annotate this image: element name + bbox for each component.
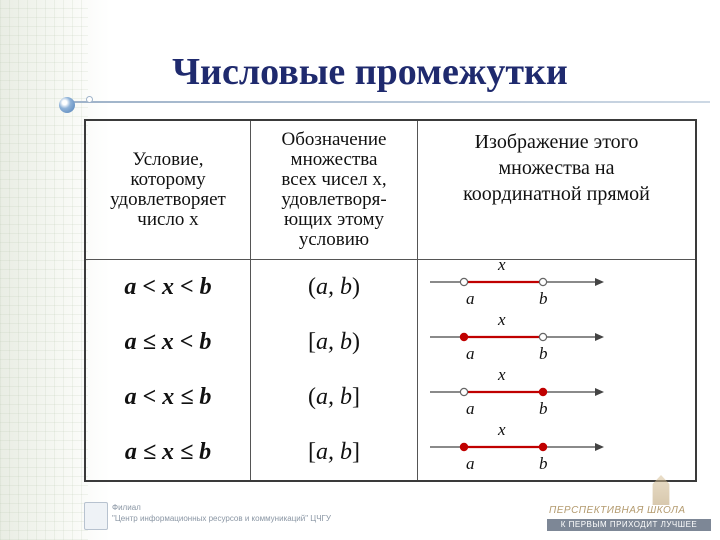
axis-label-b: b [539,399,548,418]
axis-arrowhead-icon [595,278,604,286]
table-row [85,315,696,370]
axis-label-b: b [539,344,548,363]
notation-cell [251,425,418,481]
notation-open: ( [308,384,316,410]
header-notation-line: удовлетворя- [281,189,387,210]
axis-label-a: a [466,289,475,308]
header-image-line: координатной прямой [463,183,650,205]
notation-inner: a, b [316,384,352,410]
header-image [418,120,697,260]
number-line-cell [418,315,697,370]
header-condition-line: число x [137,209,199,230]
notation-inner: a, b [316,439,352,465]
decorative-bullet-icon [59,97,75,113]
header-notation-line: всех чисел x, [281,169,387,190]
footer-branch-text [112,502,331,524]
notation-inner: a, b [316,274,352,300]
condition-cell: a < x < b [85,260,251,316]
table-row [85,425,696,481]
axis-label-a: a [466,399,475,418]
slide-title: Числовые промежутки [172,51,568,93]
notation-close: ] [352,384,360,410]
notation-close: ] [352,439,360,465]
header-image-line: множества на [498,157,615,179]
axis-label-b: b [539,289,548,308]
header-condition [85,120,251,260]
notation-close: ) [352,274,360,300]
footer-branch-line2: "Центр информационных ресурсов и коммуникаций" ЦЧГУ [112,514,331,523]
header-condition-line: которому [130,169,206,190]
axis-arrowhead-icon [595,333,604,341]
axis-label-x: x [498,315,506,329]
notation-cell [251,315,418,370]
notation-inner: a, b [316,329,352,355]
school-slogan: К ПЕРВЫМ ПРИХОДИТ ЛУЧШЕЕ [547,519,711,531]
axis-arrowhead-icon [595,388,604,396]
axis-label-x: x [498,370,506,384]
left-endpoint [460,388,467,395]
table-row [85,370,696,425]
condition-cell: a < x ≤ b [85,370,251,425]
header-image-line: Изображение этого [474,131,639,153]
header-notation-line: условию [298,229,370,250]
notation-open: ( [308,274,316,300]
header-condition-line: Условие, [132,149,204,170]
branch-logo-icon [84,502,108,530]
right-endpoint [539,443,546,450]
left-endpoint [460,278,467,285]
table-row [85,260,696,316]
header-notation [251,120,418,260]
intervals-table [84,119,697,482]
notation-cell [251,260,418,316]
condition-cell: a ≤ x ≤ b [85,425,251,481]
footer-branch-line1: Филиал [112,503,141,512]
school-name: ПЕРСПЕКТИВНАЯ ШКОЛА [549,505,686,516]
axis-label-b: b [539,454,548,473]
left-endpoint [460,333,467,340]
table-header-row [85,120,696,260]
notation-close: ) [352,329,360,355]
axis-label-a: a [466,344,475,363]
decorative-rule [70,101,710,103]
condition-cell: a ≤ x < b [85,315,251,370]
number-line-cell [418,425,697,481]
header-notation-line: Обозначение [281,129,387,150]
decorative-small-circle-icon [86,96,93,103]
footer-branch-logo [84,498,384,532]
axis-label-x: x [498,260,506,274]
left-endpoint [460,443,467,450]
notation-open: [ [308,439,316,465]
right-endpoint [539,278,546,285]
number-line-diagram [418,370,695,425]
notation-cell [251,370,418,425]
number-line-diagram [418,315,695,370]
header-condition-line: удовлетворяет [110,189,226,210]
number-line-diagram [418,425,695,480]
axis-arrowhead-icon [595,443,604,451]
header-notation-line: ющих этому [283,209,385,230]
number-line-diagram [418,260,695,315]
right-endpoint [539,333,546,340]
number-line-cell [418,370,697,425]
axis-label-a: a [466,454,475,473]
footer-school-logo [545,475,713,533]
right-endpoint [539,388,546,395]
header-notation-line: множества [290,149,378,170]
axis-label-x: x [498,425,506,439]
number-line-cell [418,260,697,316]
school-building-icon [647,475,675,505]
notation-open: [ [308,329,316,355]
